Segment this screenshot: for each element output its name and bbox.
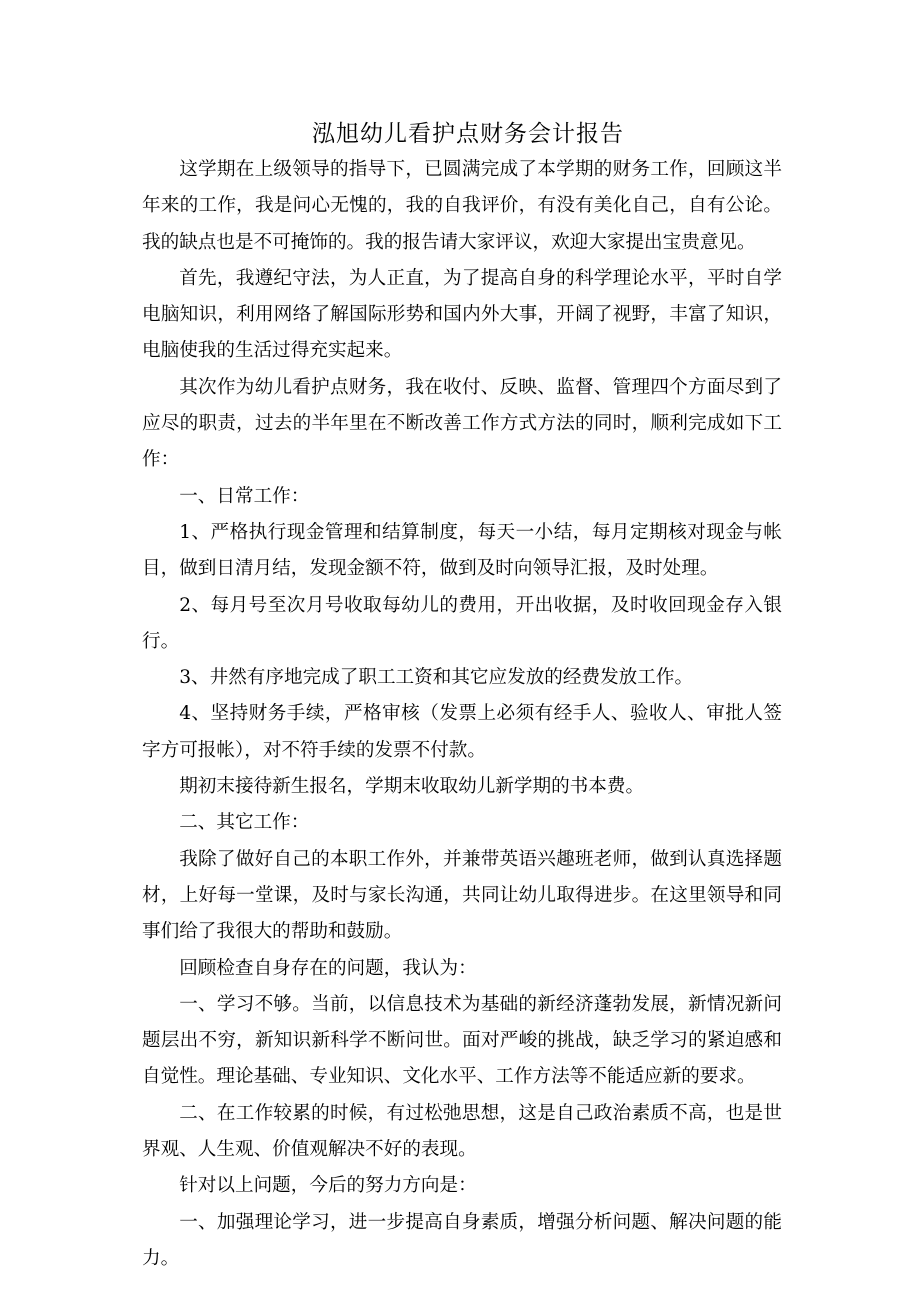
paragraph-second: 其次作为幼儿看护点财务，我在收付、反映、监督、管理四个方面尽到了应尽的职责，过去的半年里在不断改善工作方式方法的同时，顺利完成如下工作： — [142, 376, 782, 471]
paragraph-first: 首先，我遵纪守法，为人正直，为了提高自身的科学理论水平，平时自学电脑知识，利用网络了解国际形势和国内外大事，开阔了视野，丰富了知识，电脑使我的生活过得充实起来。 — [142, 267, 782, 362]
direction-item-1: 一、加强理论学习，进一步提高自身素质，增强分析问题、解决问题的能力。 — [142, 1211, 782, 1269]
paragraph-review: 回顾检查自身存在的问题，我认为： — [179, 957, 477, 979]
problem-item-2: 二、在工作较累的时候，有过松弛思想，这是自己政治素质不高，也是世界观、人生观、价值观解决不好的表现。 — [142, 1102, 782, 1161]
paragraph-intro: 这学期在上级领导的指导下，已圆满完成了本学期的财务工作，回顾这半年来的工作，我是问心无愧的，我的自我评价，有没有美化自己，自有公论。我的缺点也是不可掩饰的。我的报告请大家评议，欢迎大家提出宝贵意见。 — [142, 159, 782, 253]
section-heading-other-work: 二、其它工作： — [179, 812, 310, 834]
section-heading-daily-work: 一、日常工作： — [179, 485, 310, 507]
paragraph-other-work: 我除了做好自己的本职工作外，并兼带英语兴趣班老师，做到认真选择题材，上好每一堂课，及时与家长沟通，共同让幼儿取得进步。在这里领导和同事们给了我很大的帮助和鼓励。 — [142, 848, 782, 943]
list-item-4: 4、坚持财务手续，严格审核（发票上必须有经手人、验收人、审批人签字方可报帐），对不符手续的发票不付款。 — [142, 703, 782, 761]
paragraph-direction: 针对以上问题，今后的努力方向是： — [179, 1175, 477, 1197]
paragraph-registration: 期初末接待新生报名，学期末收取幼儿新学期的书本费。 — [179, 776, 645, 798]
list-item-2: 2、每月号至次月号收取每幼儿的费用，开出收据，及时收回现金存入银行。 — [142, 594, 782, 652]
document-title: 泓旭幼儿看护点财务会计报告 — [312, 121, 624, 147]
list-item-1: 1、严格执行现金管理和结算制度，每天一小结，每月定期核对现金与帐目，做到日清月结，发现金额不符，做到及时向领导汇报，及时处理。 — [142, 521, 782, 580]
document-page — [142, 118, 782, 1277]
problem-item-1: 一、学习不够。当前，以信息技术为基础的新经济蓬勃发展，新情况新问题层出不穷，新知识新科学不断问世。面对严峻的挑战，缺乏学习的紧迫感和自觉性。理论基础、专业知识、文化水平、工作方法等不能适应新的要求。 — [142, 993, 782, 1088]
list-item-3: 3、井然有序地完成了职工工资和其它应发放的经费发放工作。 — [179, 667, 694, 689]
